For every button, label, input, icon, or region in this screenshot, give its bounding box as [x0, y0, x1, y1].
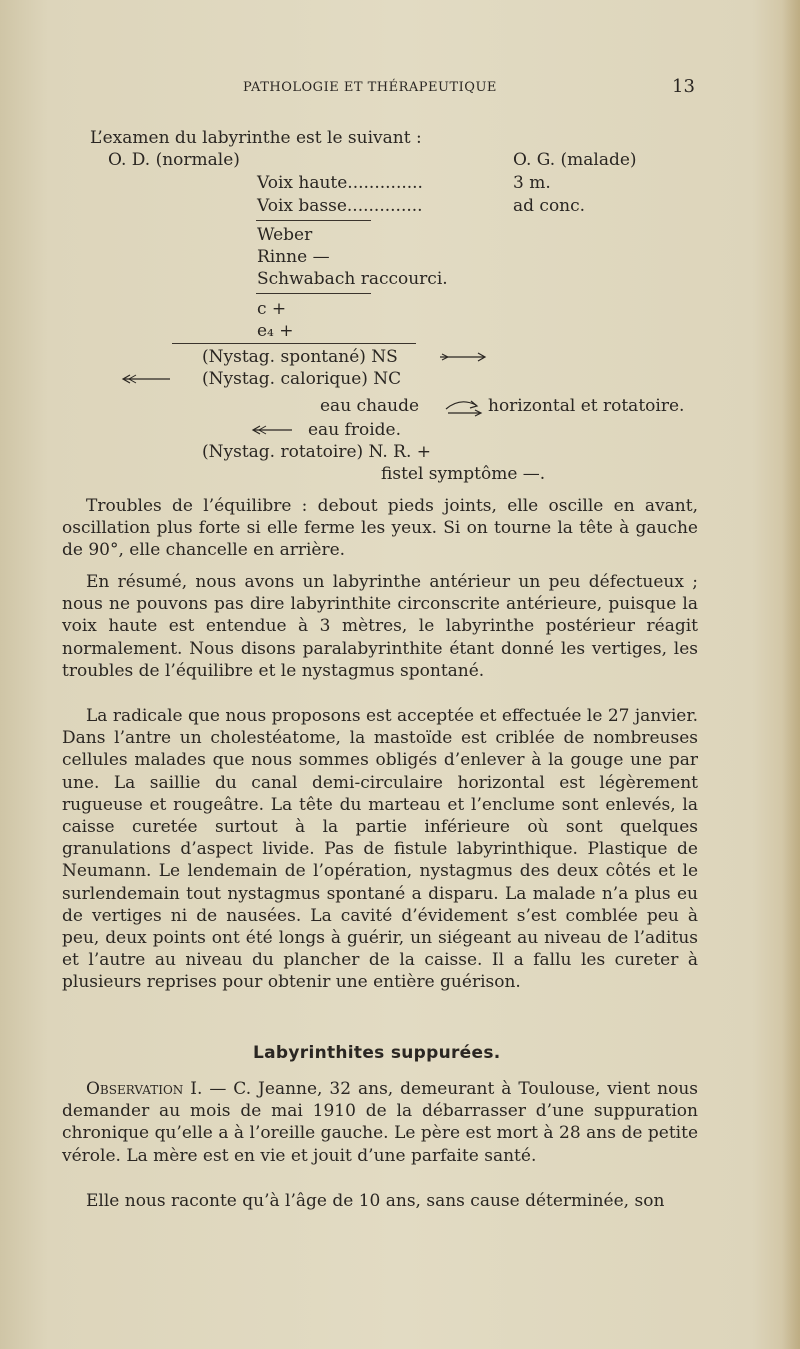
- exam-intro: L’examen du labyrinthe est le suivant :: [90, 128, 422, 148]
- divider-rule: [172, 343, 416, 344]
- paragraph-observation: [62, 1078, 698, 1167]
- page-edge-shadow: [782, 0, 800, 1349]
- paragraph-text: — C. Jeanne, 32 ans, demeurant à Toulouse, vient nous demander au mois de mai 1910 de la débarrasser d’une suppuration chronique qu’elle a à l’oreille gauche. Le père est mort à 28 ans de petite vérole. La mère est en vie et jouit d’une parfaite santé.: [62, 1079, 699, 1166]
- rotatory-arrow-icon: [440, 395, 484, 417]
- exam-col-right: O. G. (malade): [513, 150, 637, 170]
- rinne-line: Rinne —: [257, 247, 330, 267]
- page-number: 13: [672, 76, 695, 97]
- exam-col-left: O. D. (normale): [108, 150, 240, 170]
- paragraph-resume: [62, 571, 698, 682]
- divider-rule: [256, 293, 371, 294]
- nystag-calorique: (Nystag. calorique) NC: [202, 369, 402, 389]
- paragraph-equilibre: [62, 495, 698, 562]
- horizontal-rotatoire: horizontal et rotatoire.: [488, 396, 685, 416]
- voix-basse-label: Voix basse..............: [257, 196, 423, 216]
- fistel-line: fistel symptôme —.: [381, 464, 546, 484]
- voix-basse-value: ad conc.: [513, 196, 586, 216]
- paragraph-text: En résumé, nous avons un labyrinthe antérieur un peu défectueux ; nous ne pouvons pas dire labyrinthite circonscrite antérieure, puisque la voix haute est entendue à 3 mètres, le labyrinthe postérieur réagit normalement. Nous disons paralabyrinthite étant donné les vertiges, les troubles de l’équilibre et le nystagmus spontané.: [62, 572, 698, 681]
- weber-line: Weber: [257, 225, 313, 245]
- arrow-right-icon: [438, 351, 488, 363]
- paragraph-text: Troubles de l’équilibre : debout pieds joints, elle oscille en avant, oscillation plus forte si elle ferme les yeux. Si on tourne la tête à gauche de 90°, elle chancelle en arrière.: [62, 496, 698, 561]
- nystag-rotatoire: (Nystag. rotatoire) N. R. +: [202, 442, 431, 462]
- voix-haute-label: Voix haute..............: [257, 173, 423, 193]
- schwabach-line: Schwabach raccourci.: [257, 269, 448, 289]
- eau-chaude: eau chaude: [320, 396, 420, 416]
- nystag-spontane: (Nystag. spontané) NS: [202, 347, 398, 367]
- voix-haute-value: 3 m.: [513, 173, 551, 193]
- observation-label: Observation I.: [86, 1079, 203, 1099]
- paragraph-text: Elle nous raconte qu’à l’âge de 10 ans, sans cause déterminée, son: [86, 1191, 665, 1211]
- e4-line: e₄ +: [257, 321, 294, 341]
- section-heading: Labyrinthites suppurées.: [253, 1043, 501, 1063]
- arrow-left-icon: [120, 373, 172, 385]
- arrow-left-icon: [250, 424, 294, 436]
- running-header: PATHOLOGIE ET THÉRAPEUTIQUE: [243, 80, 497, 95]
- divider-rule: [256, 220, 371, 221]
- eau-froide: eau froide.: [308, 420, 401, 440]
- paragraph-text: La radicale que nous proposons est acceptée et effectuée le 27 janvier. Dans l’antre un cholestéatome, la mastoïde est criblée de nombreuses cellules malades que nous sommes obligés d’enlever à la gouge une par une. La saillie du canal demi-circulaire horizontal est légèrement rugueuse et rougeâtre. La tête du marteau et l’enclume sont enlevés, la caisse curetée surtout à la partie inférieure où sont quelques granulations d’aspect livide. Pas de fistule labyrinthique. Plastique de Neumann. Le lendemain de l’opération, nystagmus des deux côtés et le surlendemain tout nystagmus spontané a disparu. La malade n’a plus eu de vertiges ni de nausées. La cavité d’évidement s’est comblée peu à peu, deux points ont été longs à guérir, un siégeant au niveau de l’aditus et l’autre au niveau du plancher de la caisse. Il a fallu les cureter à plusieurs reprises pour obtenir une entière guérison.: [62, 706, 698, 993]
- paragraph-last-line: [62, 1190, 698, 1212]
- paragraph-radicale: [62, 705, 698, 994]
- c-line: c +: [257, 299, 287, 319]
